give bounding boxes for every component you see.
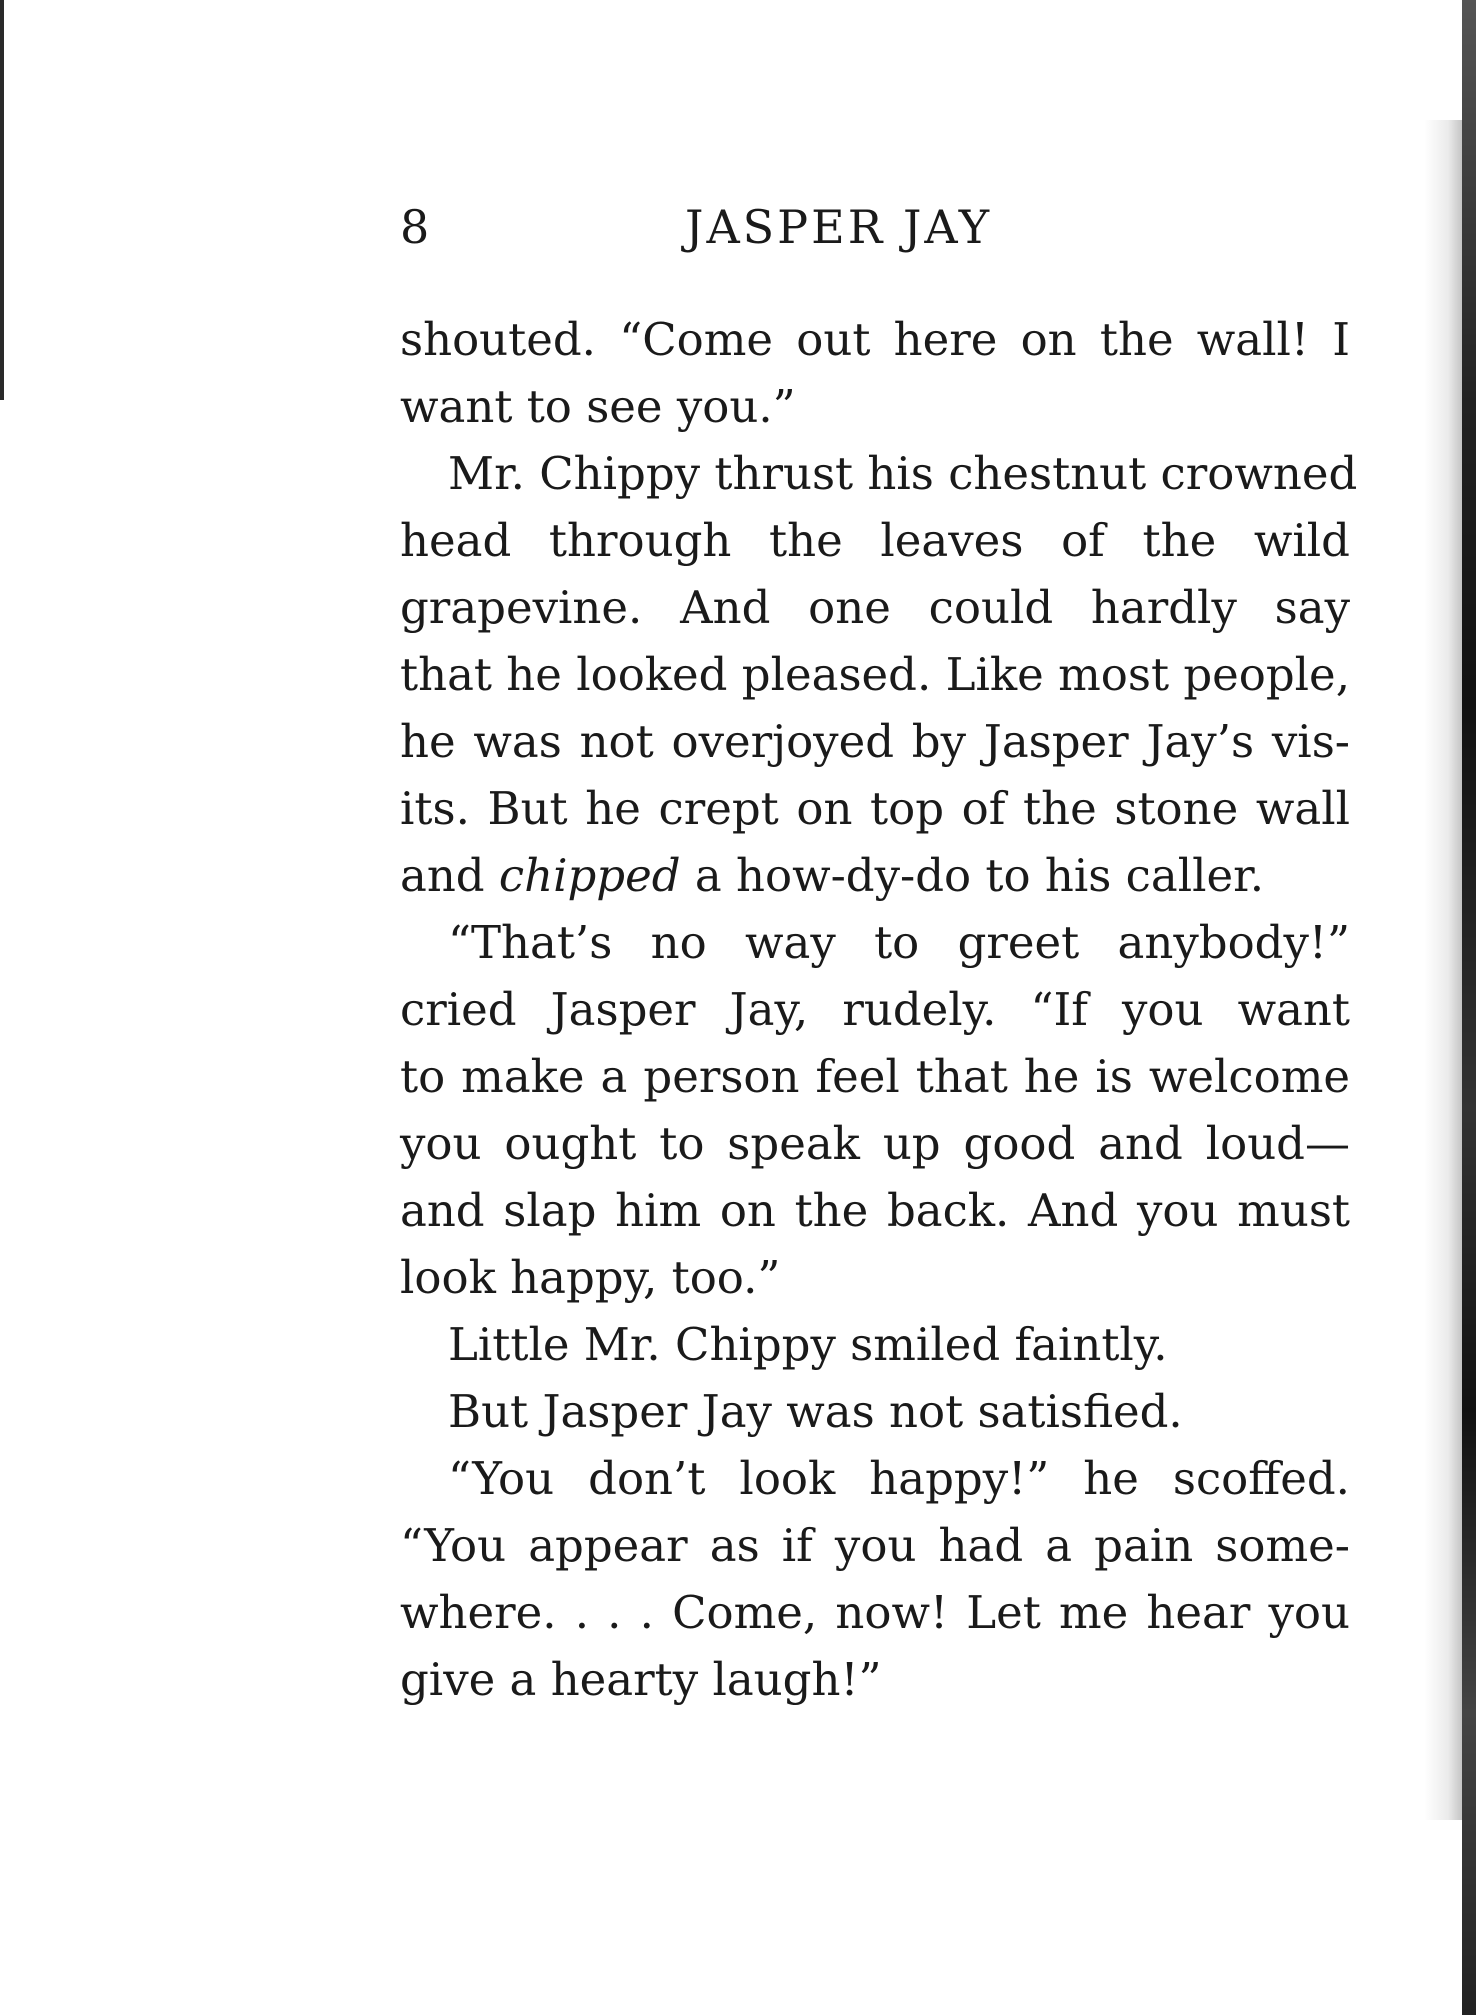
text-line: shouted. “Come out here on the wall! I <box>400 313 1350 366</box>
text-line: and slap him on the back. And you must <box>400 1184 1350 1237</box>
text-line <box>400 842 1350 909</box>
text-line: you ought to speak up good and loud— <box>400 1117 1350 1170</box>
text-line: “You don’t look happy!” he scoffed. <box>448 1452 1350 1505</box>
text-line: But Jasper Jay was not satisfied. <box>448 1385 1183 1438</box>
page-number: 8 <box>400 200 431 254</box>
text-line: to make a person feel that he is welcome <box>400 1050 1350 1103</box>
running-title: JASPER JAY <box>685 200 993 254</box>
text-line: head through the leaves of the wild <box>400 514 1350 567</box>
text-line: “You appear as if you had a pain some- <box>400 1519 1350 1572</box>
scan-edge-right <box>1462 0 1476 2015</box>
text-line: give a hearty laugh!” <box>400 1653 882 1706</box>
page-body <box>400 306 1358 1713</box>
text-line: he was not overjoyed by Jasper Jay’s vis- <box>400 715 1350 768</box>
text-fragment: a how-dy-do to his caller. <box>680 849 1265 902</box>
text-line: Mr. Chippy thrust his chestnut crowned <box>448 447 1358 500</box>
text-fragment: and <box>400 849 499 902</box>
text-line: look happy, too.” <box>400 1251 781 1304</box>
text-line: its. But he crept on top of the stone wall <box>400 782 1350 835</box>
text-line: want to see you.” <box>400 380 796 433</box>
text-line: where. . . . Come, now! Let me hear you <box>400 1586 1350 1639</box>
italic-word: chipped <box>498 849 681 902</box>
text-line: “That’s no way to greet anybody!” <box>448 916 1350 969</box>
page-header <box>400 200 1350 260</box>
text-line: that he looked pleased. Like most people, <box>400 648 1350 701</box>
scan-gutter-shadow <box>1424 120 1464 1820</box>
text-line: grapevine. And one could hardly say <box>400 581 1350 634</box>
scan-edge-left <box>0 0 4 400</box>
text-line: cried Jasper Jay, rudely. “If you want <box>400 983 1350 1036</box>
text-line: Little Mr. Chippy smiled faintly. <box>448 1318 1168 1371</box>
